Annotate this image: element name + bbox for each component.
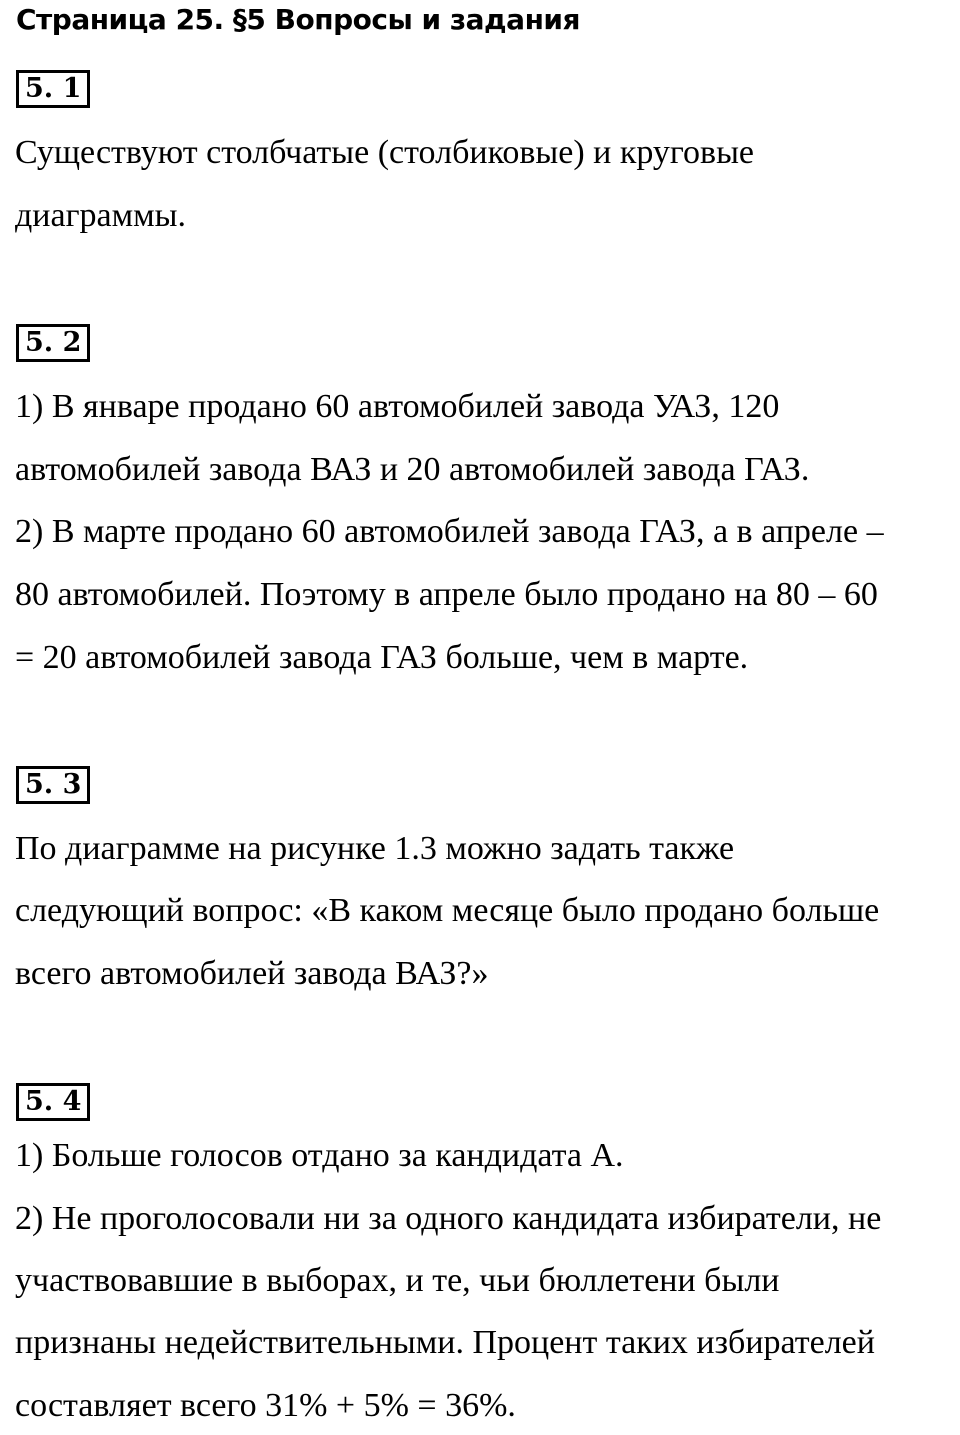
task-number-5-1: 5. 1 (16, 70, 90, 108)
task-5-2-line-1: 1) В январе продано 60 автомобилей завода УАЗ, 120 (15, 388, 780, 425)
page-title: Страница 25. §5 Вопросы и задания (16, 3, 581, 36)
task-number-5-3: 5. 3 (16, 766, 90, 804)
task-5-4-line-5: составляет всего 31% + 5% = 36%. (15, 1387, 516, 1424)
task-5-3-line-3: всего автомобилей завода ВАЗ?» (15, 955, 489, 992)
task-5-3-line-1: По диаграмме на рисунке 1.3 можно задать также (15, 830, 735, 867)
task-5-1-line-1: Существуют столбчатые (столбиковые) и круговые (15, 134, 755, 171)
task-5-4-line-2: 2) Не проголосовали ни за одного кандидата избиратели, не (15, 1200, 882, 1237)
task-5-2-line-2: автомобилей завода ВАЗ и 20 автомобилей завода ГАЗ. (15, 451, 810, 488)
task-5-2-line-3: 2) В марте продано 60 автомобилей завода ГАЗ, а в апреле – (15, 513, 884, 550)
task-5-4-line-3: участвовавшие в выборах, и те, чьи бюллетени были (15, 1262, 780, 1299)
task-number-5-2: 5. 2 (16, 324, 90, 362)
task-5-2-line-5: = 20 автомобилей завода ГАЗ больше, чем в марте. (15, 639, 749, 676)
task-5-1-line-2: диаграммы. (15, 197, 186, 234)
task-5-2-line-4: 80 автомобилей. Поэтому в апреле было продано на 80 – 60 (15, 576, 878, 613)
task-5-3-line-2: следующий вопрос: «В каком месяце было продано больше (15, 892, 880, 929)
task-5-4-line-4: признаны недействительными. Процент таких избирателей (15, 1324, 875, 1361)
task-number-5-4: 5. 4 (16, 1083, 90, 1121)
task-5-4-line-1: 1) Больше голосов отдано за кандидата А. (15, 1137, 624, 1174)
